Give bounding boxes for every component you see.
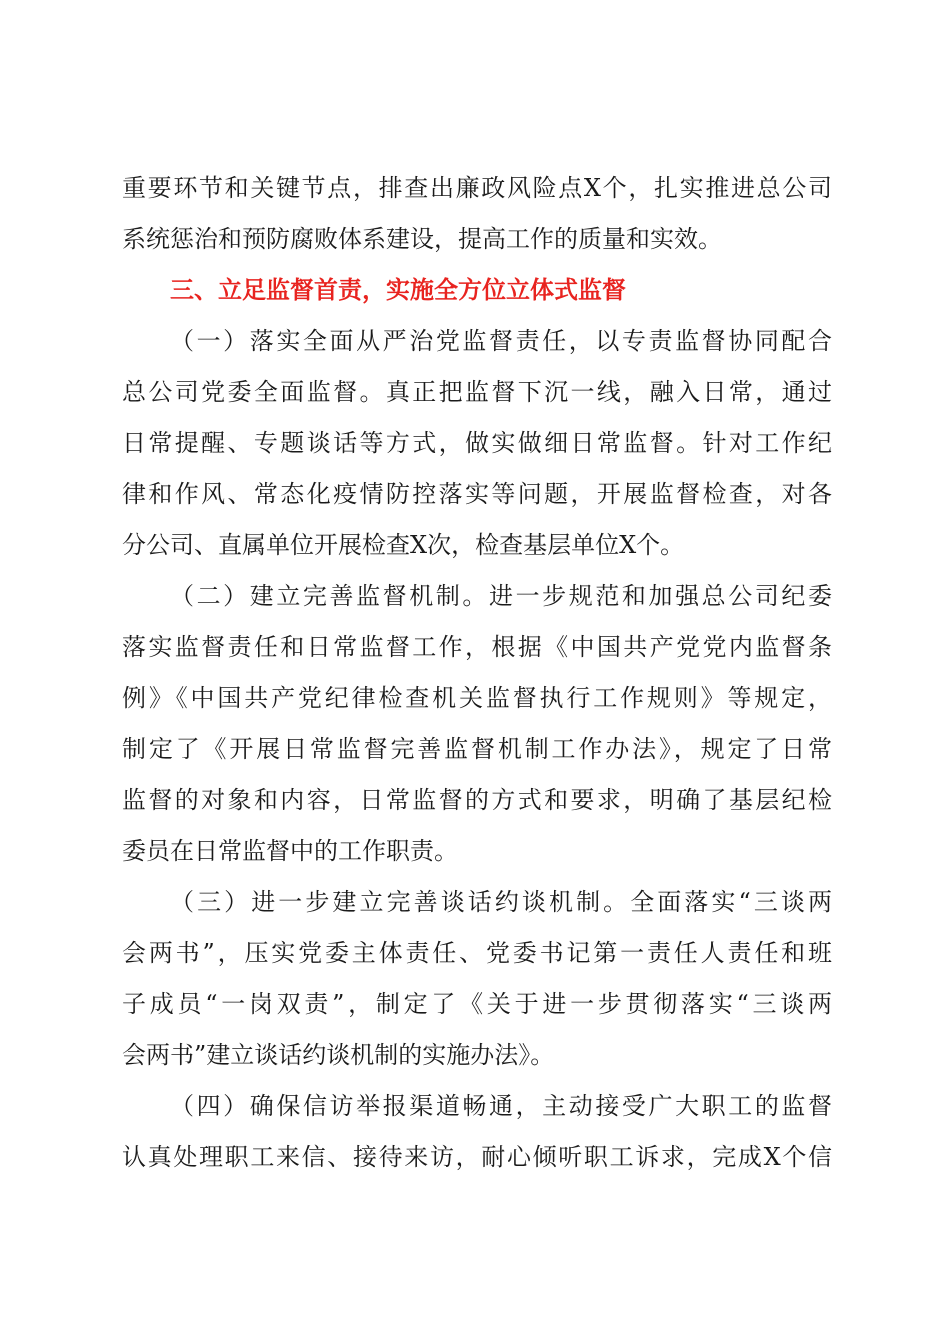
paragraph-4-line: 认真处理职工来信、接待来访，耐心倾听职工诉求，完成X个信: [122, 1143, 832, 1171]
paragraph-2-line: 制定了《开展日常监督完善监督机制工作办法》，规定了日常: [122, 735, 832, 763]
paragraph-1-line: 日常提醒、专题谈话等方式，做实做细日常监督。针对工作纪: [122, 429, 832, 457]
paragraph-3-line: （三）进一步建立完善谈话约谈机制。全面落实“三谈两: [170, 888, 832, 916]
paragraph-2-line: 落实监督责任和日常监督工作，根据《中国共产党党内监督条: [122, 633, 832, 661]
paragraph-1-line: 总公司党委全面监督。真正把监督下沉一线，融入日常，通过: [122, 378, 832, 406]
paragraph-2-line: 委员在日常监督中的工作职责。: [122, 837, 458, 865]
paragraph-4-line: （四）确保信访举报渠道畅通，主动接受广大职工的监督: [170, 1092, 832, 1120]
section-heading: 三、立足监督首责，实施全方位立体式监督: [170, 276, 626, 304]
text-line: 系统惩治和预防腐败体系建设，提高工作的质量和实效。: [122, 225, 722, 253]
paragraph-1-line: 分公司、直属单位开展检查X次，检查基层单位X个。: [122, 531, 685, 559]
paragraph-2-line: 监督的对象和内容，日常监督的方式和要求，明确了基层纪检: [122, 786, 832, 814]
paragraph-1-line: 律和作风、常态化疫情防控落实等问题，开展监督检查，对各: [122, 480, 832, 508]
text-line: 重要环节和关键节点，排查出廉政风险点X个，扎实推进总公司: [122, 174, 832, 202]
paragraph-3-line: 会两书”，压实党委主体责任、党委书记第一责任人责任和班: [122, 939, 832, 967]
document-body: [122, 163, 832, 1183]
paragraph-3-line: 会两书”建立谈话约谈机制的实施办法》。: [122, 1041, 555, 1069]
paragraph-2-line: （二）建立完善监督机制。进一步规范和加强总公司纪委: [170, 582, 832, 610]
paragraph-3-line: 子成员“一岗双责”，制定了《关于进一步贯彻落实“三谈两: [122, 990, 832, 1018]
paragraph-1-line: （一）落实全面从严治党监督责任，以专责监督协同配合: [170, 327, 832, 355]
paragraph-2-line: 例》《中国共产党纪律检查机关监督执行工作规则》等规定，: [122, 684, 832, 712]
